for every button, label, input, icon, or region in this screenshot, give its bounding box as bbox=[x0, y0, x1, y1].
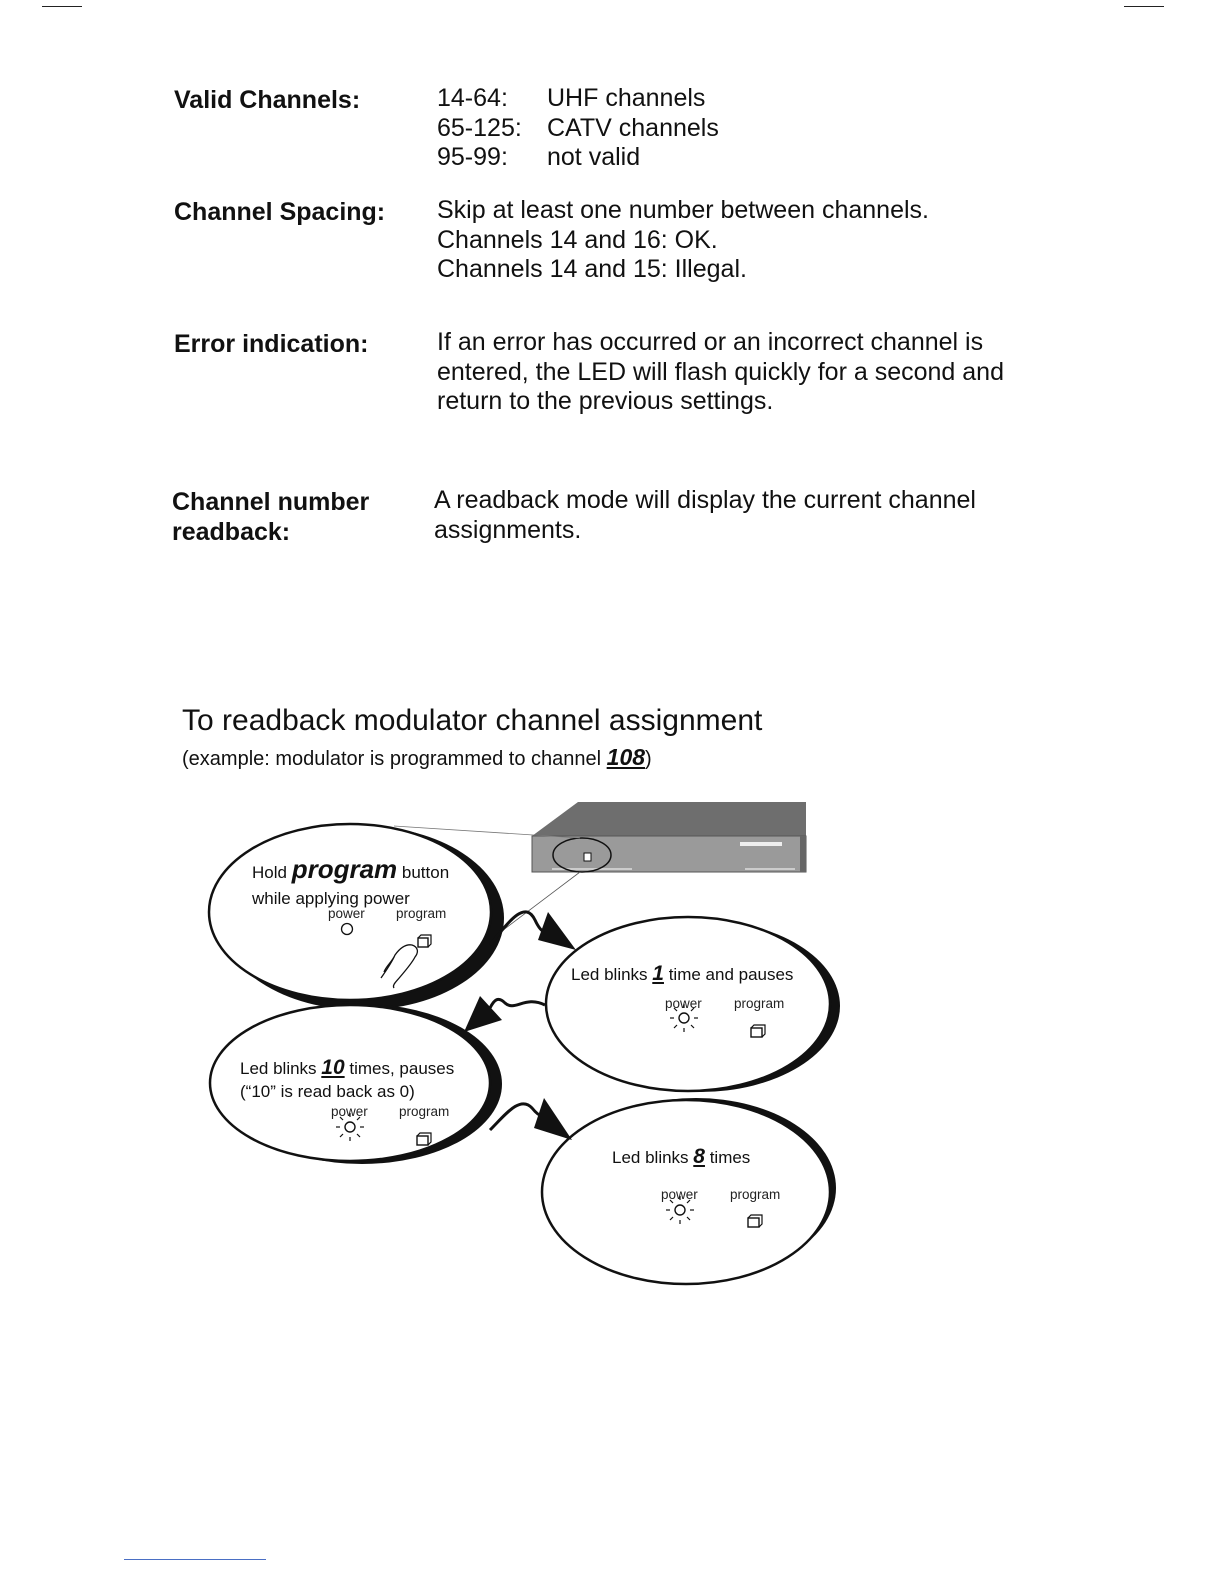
channel-spacing-text: Skip at least one number between channels. Channels 14 and 16: OK. Channels 14 and 15: Illegal. bbox=[437, 196, 929, 283]
step-3-text: Led blinks 10 times, pauses (“10” is read back as 0) bbox=[240, 1056, 455, 1101]
example-channel: 108 bbox=[606, 744, 646, 770]
blink-count: 10 bbox=[321, 1056, 345, 1079]
channel-row: 95-99: not valid bbox=[437, 143, 641, 171]
step-2-text: Led blinks 1 time and pauses bbox=[571, 962, 794, 985]
step-4-text: Led blinks 8 times bbox=[612, 1145, 751, 1168]
flow-arrow-3 bbox=[490, 1098, 572, 1140]
power-label: power bbox=[661, 1187, 698, 1202]
power-label: power bbox=[328, 906, 365, 921]
section-label-error-indication: Error indication: bbox=[174, 330, 369, 358]
channel-row: 65-125: CATV channels bbox=[437, 113, 719, 142]
power-label: power bbox=[331, 1104, 368, 1119]
channel-row: 14-64: UHF channels bbox=[437, 84, 706, 112]
program-label: program bbox=[396, 906, 447, 921]
program-label: program bbox=[730, 1187, 781, 1202]
program-keyword: program bbox=[291, 854, 398, 884]
power-label: power bbox=[665, 996, 702, 1011]
error-indication-text: If an error has occurred or an incorrect channel is entered, the LED will flash quickly for a second and return to the previous settings. bbox=[437, 328, 1004, 415]
blink-count: 1 bbox=[652, 962, 664, 985]
modulator-device bbox=[532, 802, 806, 872]
section-label-valid-channels: Valid Channels: bbox=[174, 86, 361, 114]
blink-count: 8 bbox=[693, 1145, 705, 1168]
section-label-readback: Channel number readback: bbox=[172, 488, 370, 546]
flow-arrow-2 bbox=[464, 996, 545, 1032]
procedure-subtitle: (example: modulator is programmed to channel 108) bbox=[182, 744, 652, 770]
program-label: program bbox=[734, 996, 785, 1011]
procedure-title: To readback modulator channel assignment bbox=[182, 704, 763, 737]
section-label-channel-spacing: Channel Spacing: bbox=[174, 198, 386, 226]
readback-text: A readback mode will display the current channel assignments. bbox=[434, 486, 976, 544]
program-label: program bbox=[399, 1104, 450, 1119]
step-1-text: Hold program button while applying power bbox=[252, 854, 450, 908]
